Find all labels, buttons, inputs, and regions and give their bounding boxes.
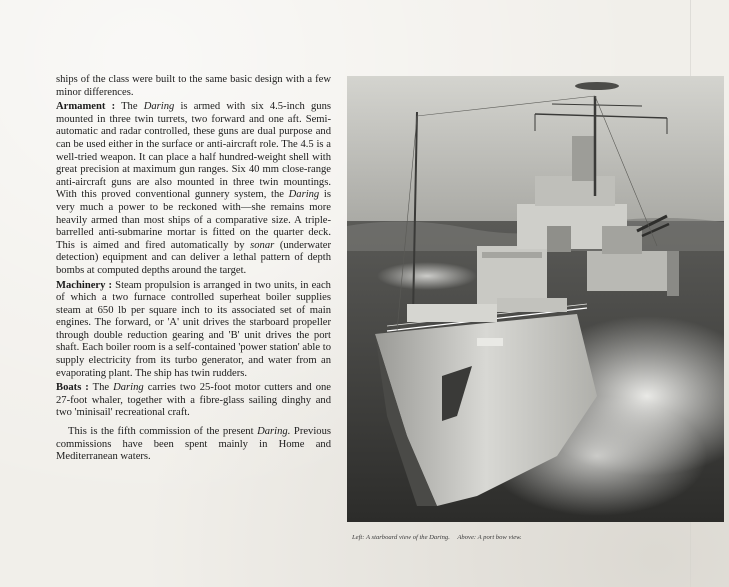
boats-heading: Boats :: [56, 382, 89, 394]
article-text: [56, 74, 331, 466]
closing-paragraph: This is the fifth commission of the present Daring. Previous commissions have been spent mainly in Home and Mediterranean waters.: [56, 426, 331, 463]
warship-illustration: [347, 76, 724, 522]
armament-paragraph: Armament : The Daring is armed with six 4.5-inch guns mounted in three twin turrets, two forward and one aft. Semi-automatic and radar controlled, these guns are dual purpose and can be used either in the surface or anti-aircraft role. The 4.5 is a well-tried weapon. It can place a half hundred-weight shell with great precision at maximum gun ranges. Six 40 mm close-range anti-aircraft guns are also mounted in three twin mountings. With this proved conventional gunnery system, the Daring is very much a power to be reckoned with—she remains more heavily armed than most ships of a comparative size. A triple-barrelled anti-submarine mortar is fitted on the quarter deck. This is aimed and fired automatically by sonar (underwater detection) equipment and can deliver a lethal pattern of depth bombs at computed depths around the target.: [56, 101, 331, 276]
boats-paragraph: Boats : The Daring carries two 25-foot motor cutters and one 27-foot whaler, together with a fibre-glass sailing dinghy and two 'minisail' recreational craft.: [56, 382, 331, 419]
caption-right: Above: A port bow view.: [457, 534, 522, 541]
ship-photograph: [347, 76, 724, 522]
caption-left: Left: A starboard view of the Daring.: [352, 534, 450, 541]
intro-paragraph: ships of the class were built to the same basic design with a few minor differences.: [56, 74, 331, 98]
photo-caption: [352, 534, 724, 541]
machinery-paragraph: Machinery : Steam propulsion is arranged in two units, in each of which a two furnace controlled superheat boiler supplies steam at 650 lb per square inch to its associated set of main engines. The forward, or 'A' unit drives the starboard propeller through double reduction gearing and 'B' unit drives the port shaft. Each boiler room is a self-contained 'power station' able to supply electricity from its turbo generator, and water from an evaporating plant. The ship has twin rudders.: [56, 279, 331, 379]
armament-heading: Armament :: [56, 101, 116, 113]
machinery-heading: Machinery :: [56, 279, 113, 291]
